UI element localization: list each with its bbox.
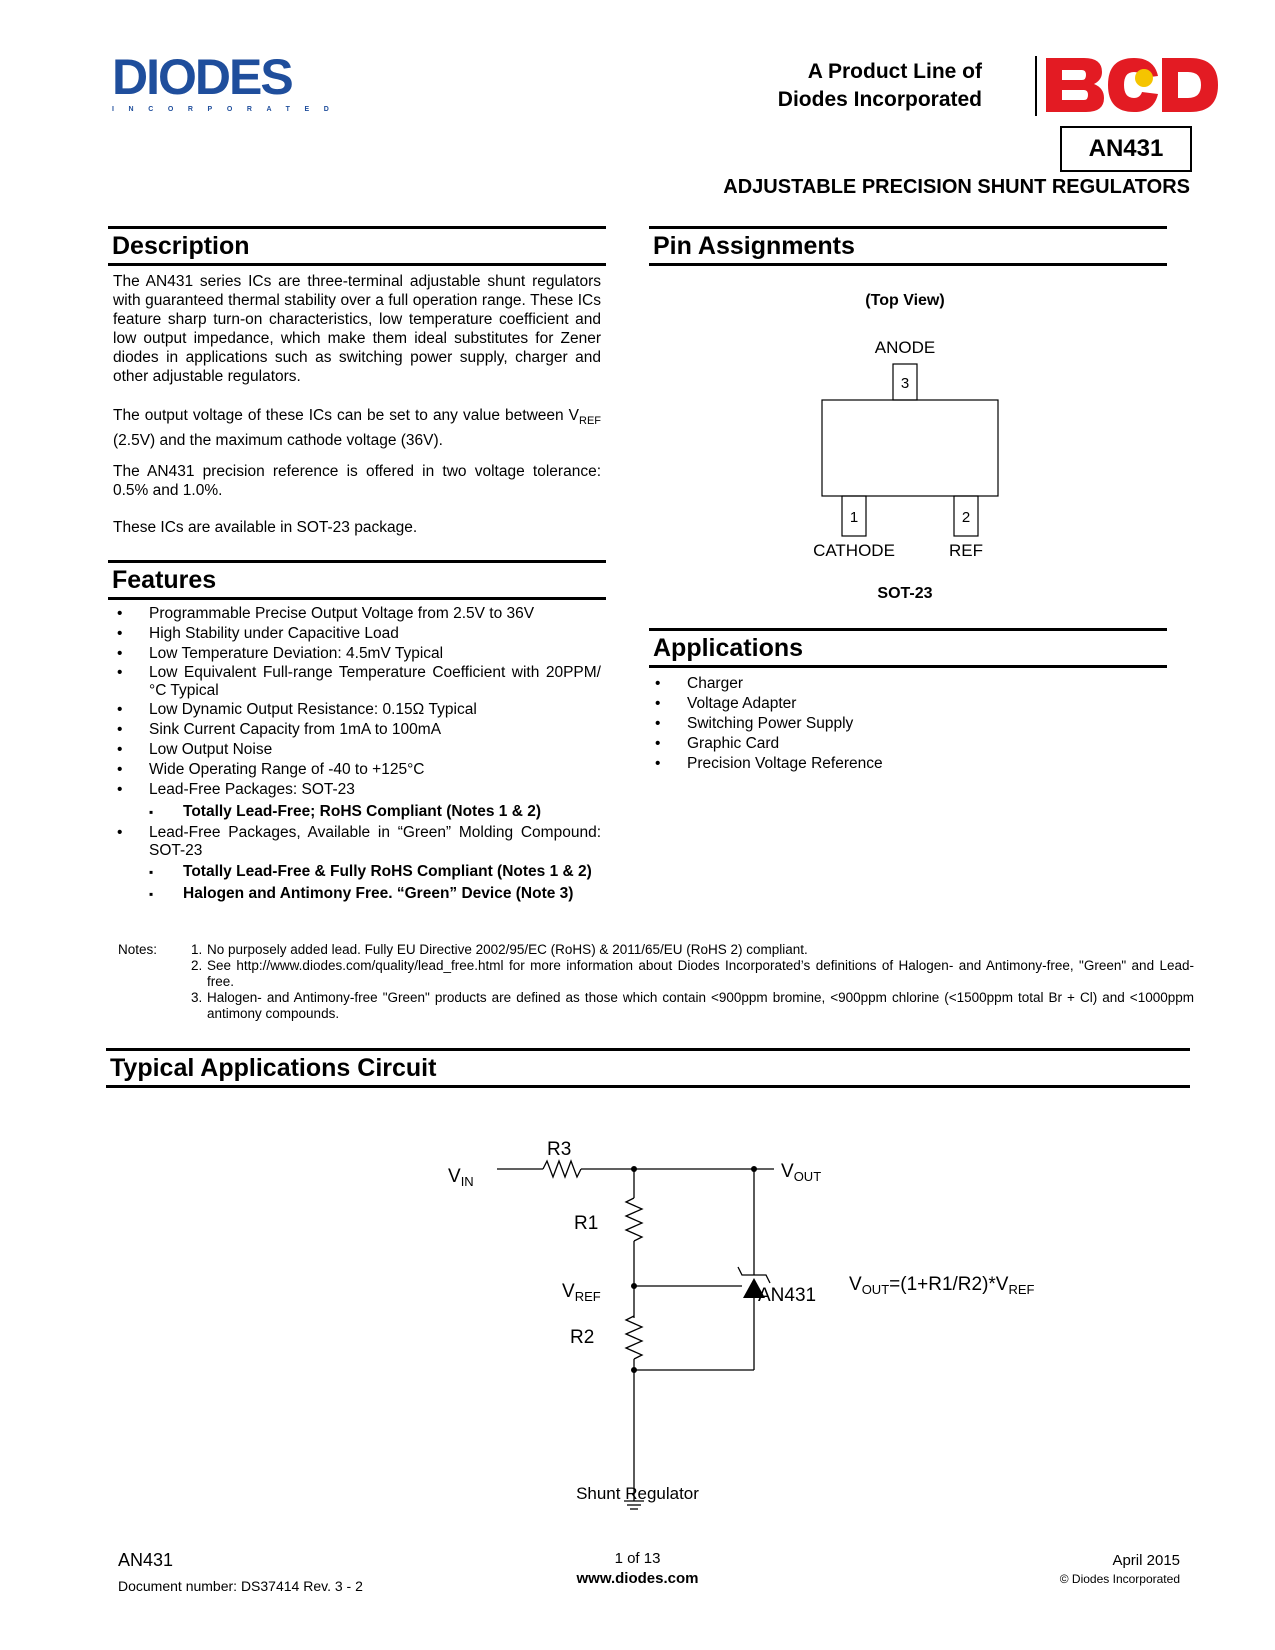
pin3-number: 3 bbox=[900, 375, 910, 392]
pin1-number: 1 bbox=[849, 509, 859, 526]
bcd-logo bbox=[1046, 56, 1218, 114]
footer-date: April 2015 bbox=[1112, 1552, 1180, 1569]
feature-subitem: ▪ Halogen and Antimony Free. “Green” Device (Note 3) bbox=[113, 884, 601, 904]
notes-list bbox=[191, 942, 1194, 1022]
note-number: 2. bbox=[191, 958, 203, 973]
circuit-heading: Typical Applications Circuit bbox=[106, 1048, 1190, 1088]
application-item: • Charger bbox=[651, 674, 1151, 694]
node-dot bbox=[751, 1166, 757, 1172]
footer-page-number: 1 of 13 bbox=[614, 1550, 661, 1567]
application-item: • Graphic Card bbox=[651, 734, 1151, 754]
footer-copyright: © Diodes Incorporated bbox=[1059, 1572, 1180, 1586]
note-number: 3. bbox=[191, 990, 203, 1005]
vout-equation: $V_{OUT}=(1+R1/R2)*V_{REF}$ bbox=[849, 1274, 1035, 1297]
applications-list bbox=[651, 674, 1151, 774]
vin-label: $V_{IN}$ bbox=[448, 1166, 474, 1189]
features-list bbox=[113, 604, 601, 906]
node-dot bbox=[631, 1166, 637, 1172]
sot23-pin-diagram bbox=[640, 280, 1160, 610]
feature-item: • Low Equivalent Full-range Temperature Coefficient with 20PPM/°C Typical bbox=[113, 664, 601, 700]
vout-label: $V_{OUT}$ bbox=[781, 1161, 822, 1184]
logo-subtext: INCORPORATED bbox=[112, 106, 344, 113]
part-number-box: AN431 bbox=[1060, 126, 1192, 172]
product-line-1: A Product Line of bbox=[807, 60, 982, 83]
r2-label: R2 bbox=[570, 1327, 595, 1348]
top-view-label: (Top View) bbox=[865, 292, 945, 309]
feature-item: • Lead-Free Packages: SOT-23 bbox=[113, 780, 601, 800]
description-para-2-sub: REF bbox=[579, 415, 601, 428]
product-line-2: Diodes Incorporated bbox=[777, 88, 982, 111]
footer-part-number: AN431 bbox=[118, 1550, 174, 1570]
cathode-label: CATHODE bbox=[813, 541, 895, 560]
r3-label: R3 bbox=[547, 1139, 572, 1160]
ref-label: REF bbox=[949, 541, 983, 560]
feature-item: • High Stability under Capacitive Load bbox=[113, 624, 601, 644]
note-text: Halogen- and Antimony-free "Green" products are defined as those which contain <900ppm bromine, <900ppm chlorine (<1500ppm total Br + Cl) and <1000ppm antimony compounds. bbox=[207, 990, 1194, 1021]
note-item bbox=[191, 990, 1194, 1022]
feature-item: • Sink Current Capacity from 1mA to 100mA bbox=[113, 720, 601, 740]
description-para-2-a: The output voltage of these ICs can be set to any value between V bbox=[113, 407, 579, 424]
note-item bbox=[191, 958, 1194, 990]
notes-label: Notes: bbox=[118, 942, 158, 957]
feature-item: • Low Dynamic Output Resistance: 0.15Ω Typical bbox=[113, 700, 601, 720]
node-dot bbox=[631, 1283, 637, 1289]
feature-subitem: ▪ Totally Lead-Free & Fully RoHS Compliant (Notes 1 & 2) bbox=[113, 862, 601, 882]
footer-website[interactable]: www.diodes.com bbox=[576, 1570, 699, 1587]
diodes-logo bbox=[112, 49, 344, 118]
node-dot bbox=[631, 1367, 637, 1373]
document-subtitle: ADJUSTABLE PRECISION SHUNT REGULATORS bbox=[723, 176, 1190, 198]
an431-label: AN431 bbox=[758, 1285, 817, 1306]
feature-item: • Wide Operating Range of -40 to +125°C bbox=[113, 760, 601, 780]
product-line-text bbox=[778, 58, 982, 114]
features-heading: Features bbox=[108, 560, 606, 600]
footer-document-number: Document number: DS37414 Rev. 3 - 2 bbox=[118, 1578, 363, 1594]
vref-label: $V_{REF}$ bbox=[562, 1281, 601, 1304]
description-para-1: The AN431 series ICs are three-terminal adjustable shunt regulators with guaranteed thermal stability over a full operation range. These ICs feature sharp turn-on characteristics, low temperature coefficient and low output impedance, which make them ideal substitutes for Zener diodes in applications such as switching power supply, charger and other adjustable regulators. bbox=[113, 273, 601, 385]
note-text: No purposely added lead. Fully EU Directive 2002/95/EC (RoHS) & 2011/65/EU (RoHS 2) compliant. bbox=[207, 942, 808, 957]
header-divider bbox=[1035, 56, 1037, 116]
application-item: • Precision Voltage Reference bbox=[651, 754, 1151, 774]
note-number: 1. bbox=[191, 942, 203, 957]
package-label: SOT-23 bbox=[877, 585, 933, 602]
anode-label: ANODE bbox=[874, 338, 936, 357]
circuit-caption: Shunt Regulator bbox=[576, 1484, 699, 1503]
application-item: • Voltage Adapter bbox=[651, 694, 1151, 714]
feature-item: • Lead-Free Packages, Available in “Green” Molding Compound: SOT-23 bbox=[113, 824, 601, 860]
feature-subitem: ▪ Totally Lead-Free; RoHS Compliant (Notes 1 & 2) bbox=[113, 802, 601, 822]
description-para-3: The AN431 precision reference is offered in two voltage tolerance: 0.5% and 1.0%. bbox=[113, 463, 601, 499]
applications-heading: Applications bbox=[649, 628, 1167, 668]
shunt-regulator-circuit bbox=[440, 1120, 1100, 1520]
logo-wordmark: DIODES bbox=[112, 49, 292, 105]
description-para-4: These ICs are available in SOT-23 package. bbox=[113, 519, 418, 536]
feature-item: • Low Output Noise bbox=[113, 740, 601, 760]
feature-item: • Programmable Precise Output Voltage from 2.5V to 36V bbox=[113, 604, 601, 624]
pin2-number: 2 bbox=[961, 509, 971, 526]
package-body bbox=[822, 400, 998, 496]
description-para-2-b: (2.5V) and the maximum cathode voltage (36V). bbox=[113, 432, 443, 450]
application-item: • Switching Power Supply bbox=[651, 714, 1151, 734]
feature-item: • Low Temperature Deviation: 4.5mV Typical bbox=[113, 644, 601, 664]
description-heading: Description bbox=[108, 226, 606, 266]
pin-assignments-heading: Pin Assignments bbox=[649, 226, 1167, 266]
r1-label: R1 bbox=[574, 1213, 599, 1234]
description-para-2 bbox=[113, 406, 601, 450]
note-text: See http://www.diodes.com/quality/lead_free.html for more information about Diodes Incorporated’s definitions of Halogen- and Antimony-free, "Green" and Lead-free. bbox=[207, 958, 1194, 989]
note-item bbox=[191, 942, 1194, 958]
